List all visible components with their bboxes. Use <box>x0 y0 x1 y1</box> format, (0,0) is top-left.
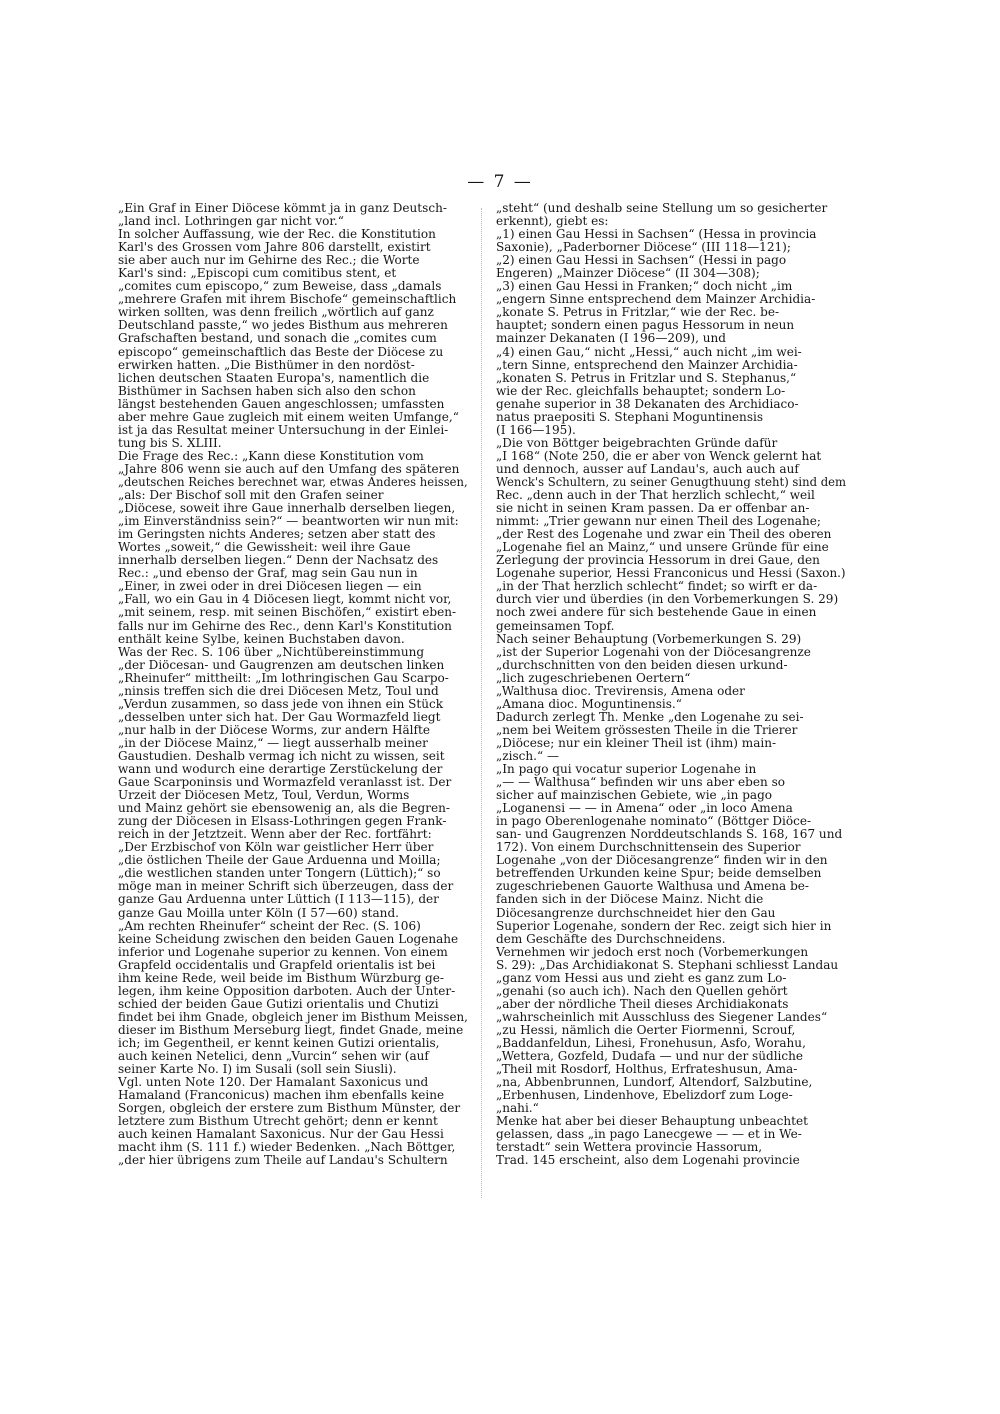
right-column-line: betreffenden Urkunden keine Spur; beide demselben <box>496 867 822 881</box>
left-column-line: Wortes „soweit,“ die Gewissheit: weil ihre Gaue <box>118 541 411 555</box>
right-column-line: „ist der Superior Logenahi von der Diöcesangrenze <box>496 645 811 659</box>
left-column-line: möge man in meiner Schrift sich überzeugen, dass der <box>118 880 454 894</box>
left-column-line: Grafschaften bestand, und sonach die „comites cum <box>118 332 437 346</box>
left-column-line: und Mainz gehört sie ebensowenig an, als die Begren- <box>118 802 450 816</box>
right-column-line: „lich zugeschriebenen Oertern“ <box>496 671 691 685</box>
left-column-line: Was der Rec. S. 106 über „Nichtübereinstimmung <box>118 645 425 659</box>
right-column-line: „Wettera, Gozfeld, Dudafa — und nur der südliche <box>496 1050 804 1064</box>
left-column-line: „Rheinufer“ mittheilt: „Im lothringischen Gau Scarpo- <box>118 671 449 685</box>
left-column-line: „Ein Graf in Einer Diöcese kömmt ja in ganz Deutsch- <box>118 202 447 215</box>
right-column-line: „durchschnitten von den beiden diesen urkund- <box>496 658 788 672</box>
left-column-line: „der hier übrigens zum Theile auf Landau's Schultern <box>118 1154 448 1168</box>
right-column-line: „zisch.“ — <box>496 749 559 763</box>
right-column-line: „konaten S. Petrus in Fritzlar und S. Stephanus,“ <box>496 371 797 385</box>
right-column-line: noch zwei andere für sich bestehende Gaue in einen <box>496 606 817 620</box>
right-column-line: mainzer Dekanaten (I 196—209), und <box>496 332 726 346</box>
right-column-line: „Erbenhusen, Lindenhove, Ebelizdorf zum Loge- <box>496 1089 793 1103</box>
left-column-line: „die westlichen standen unter Tongern (Lüttich);“ so <box>118 867 441 881</box>
right-column-line: in pago Oberenlogenahe nominato“ (Böttger Diöce- <box>496 815 812 829</box>
left-column-line: „mehrere Grafen mit ihrem Bischofe“ gemeinschaftlich <box>118 293 457 307</box>
right-column-line: „tern Sinne, entsprechend den Mainzer Archidia- <box>496 358 798 372</box>
right-column-line: „aber der nördliche Theil dieses Archidiakonats <box>496 997 789 1011</box>
left-column-line: „ninsis treffen sich die drei Diöcesen Metz, Toul und <box>118 684 439 698</box>
right-column-line: „1) einen Gau Hessi in Sachsen“ (Hessa in provincia <box>496 228 817 242</box>
right-column-line: Diöcesangrenze durchschneidet hier den Gau <box>496 906 776 920</box>
right-column-line: „3) einen Gau Hessi in Franken;“ doch nicht „im <box>496 280 793 294</box>
right-column-line: „der Rest des Logenahe und zwar ein Theil des oberen <box>496 528 832 542</box>
right-column-line: „Walthusa dioc. Trevirensis, Amena oder <box>496 684 745 698</box>
left-column-line: aber mehre Gaue zugleich mit einem weiten Umfange,“ <box>118 410 459 424</box>
left-column-line: macht ihm (S. 111 f.) wieder Bedenken. „Nach Böttger, <box>118 1141 456 1155</box>
left-column-line: Karl's des Grossen vom Jahre 806 darstellt, existirt <box>118 241 431 255</box>
left-column-line: „nur halb in der Diöcese Worms, zur andern Hälfte <box>118 723 430 737</box>
left-column-line: Die Frage des Rec.: „Kann diese Konstitution vom <box>118 449 424 463</box>
right-column-line: 172). Von einem Durchschnittensein des Superior <box>496 841 801 855</box>
right-column-line: „Amana dioc. Moguntinensis.“ <box>496 697 682 711</box>
left-column-line: enthält keine Sylbe, keinen Buchstaben davon. <box>118 632 405 646</box>
right-column-line: „in der That herzlich schlecht“ findet; so wirft er da- <box>496 580 818 594</box>
right-column-line: fanden sich in der Diöcese Mainz. Nicht die <box>496 893 764 907</box>
right-column-line: „Loganensi — — in Amena“ oder „in loco Amena <box>496 802 793 816</box>
right-column-line: gemeinsamen Topf. <box>496 619 615 633</box>
left-column-line: Gaue Scarponinsis und Wormazfeld veranlasst ist. Der <box>118 776 452 790</box>
right-column-line: „2) einen Gau Hessi in Sachsen“ (Hessi in pago <box>496 254 787 268</box>
right-column-line: (I 166—195). <box>496 423 576 437</box>
left-column-line: innerhalb derselben liegen.“ Denn der Nachsatz des <box>118 554 439 568</box>
left-column-line: im Geringsten nichts Anderes; setzen aber statt des <box>118 528 436 542</box>
left-column-line: ganze Gau Moilla unter Köln (I 57—60) stand. <box>118 906 399 920</box>
right-column-line: und dennoch, ausser auf Landau's, auch auch auf <box>496 462 799 476</box>
left-column-line: Bisthümer in Sachsen haben sich also den schon <box>118 384 416 398</box>
right-column-line: „genahi (so auch ich). Nach den Quellen gehört <box>496 984 788 998</box>
left-column-line: inferior und Logenahe superior zu kennen. Von einem <box>118 945 448 959</box>
left-column-line: „Jahre 806 wenn sie auch auf den Umfang des späteren <box>118 462 460 476</box>
right-column-line: „In pago qui vocatur superior Logenahe in <box>496 763 757 777</box>
right-column-line: erkennt), giebt es: <box>496 215 609 229</box>
left-column-line: Vgl. unten Note 120. Der Hamalant Saxonicus und <box>118 1076 429 1090</box>
left-column-line: „Diöcese, soweit ihre Gaue innerhalb derselben liegen, <box>118 502 456 516</box>
right-column-line: Logenahe „von der Diöcesangrenze“ finden wir in den <box>496 854 828 868</box>
right-column-line: „Diöcese; nur ein kleiner Theil ist (ihm) main- <box>496 736 777 750</box>
left-column-line: erwirken hatten. „Die Bisthümer in den nordöst- <box>118 358 415 372</box>
right-text-column <box>496 202 846 1167</box>
right-column-line: hauptet; sondern einen pagus Hessorum in neun <box>496 319 795 333</box>
left-column-line: Deutschland passte,“ wo jedes Bisthum aus mehreren <box>118 319 448 333</box>
left-column-line: Sorgen, obgleich der erstere zum Bisthum Münster, der <box>118 1102 461 1116</box>
left-column-line: „die östlichen Theile der Gaue Arduenna und Moilla; <box>118 854 441 868</box>
right-column-line: „steht“ (und deshalb seine Stellung um so gesicherter <box>496 202 828 215</box>
left-column-line: „Fall, wo ein Gau in 4 Diöcesen liegt, kommt nicht vor, <box>118 593 452 607</box>
right-column-line: Menke hat aber bei dieser Behauptung unbeachtet <box>496 1115 808 1129</box>
left-column-line: letztere zum Bisthum Utrecht gehört; denn er kennt <box>118 1115 438 1129</box>
right-column-line: „Logenahe fiel an Mainz,“ und unsere Gründe für eine <box>496 541 829 555</box>
right-column-line: „wahrscheinlich mit Ausschluss des Siegener Landes“ <box>496 1010 828 1024</box>
right-column-line: terstadt“ sein Wettera provincie Hassorum, <box>496 1141 763 1155</box>
right-column-line: „zu Hessi, nämlich die Oerter Fiormenni, Scrouf, <box>496 1023 796 1037</box>
right-column-line: „nem bei Weitem grössesten Theile in die Trierer <box>496 723 798 737</box>
left-column-line: episcopo“ gemeinschaftlich das Beste der Diöcese zu <box>118 345 444 359</box>
right-column-line: Logenahe superior, Hessi Franconicus und Hessi (Saxon.) <box>496 567 846 581</box>
right-column-line: Superior Logenahe, sondern der Rec. zeigt sich hier in <box>496 919 832 933</box>
left-column-line: „Einer, in zwei oder in drei Diöcesen liegen — ein <box>118 580 422 594</box>
right-column-line: Engeren) „Mainzer Diöcese“ (II 304—308); <box>496 267 760 281</box>
right-column-line: durch vier und überdies (in den Vorbemerkungen S. 29) <box>496 593 839 607</box>
left-column-line: ist ja das Resultat meiner Untersuchung in der Einlei- <box>118 423 449 437</box>
right-column-line: nimmt: „Trier gewann nur einen Theil des Logenahe; <box>496 515 821 529</box>
right-column-line: sicher auf mainzischen Gebiete, wie „in pago <box>496 789 773 803</box>
left-column-line: legen, ihm keine Opposition darboten. Auch der Unter- <box>118 984 456 998</box>
left-column-line: ich; im Gegentheil, er kennt keinen Gutizi orientalis, <box>118 1037 440 1050</box>
right-column-line: „I 168“ (Note 250, die er aber von Wenck gelernt hat <box>496 449 822 463</box>
left-column-line: sie aber auch nur im Gehirne des Rec.; die Worte <box>118 254 420 268</box>
left-column-line: dieser im Bisthum Merseburg liegt, findet Gnade, meine <box>118 1023 464 1037</box>
left-column-line: lichen deutschen Staaten Europa's, namentlich die <box>118 371 430 385</box>
left-column-line: reich in der Jetztzeit. Wenn aber der Rec. fortfährt: <box>118 828 432 842</box>
left-column-line: auch keinen Hamalant Saxonicus. Nur der Gau Hessi <box>118 1128 444 1142</box>
left-column-line: „desselben unter sich hat. Der Gau Wormazfeld liegt <box>118 710 441 724</box>
right-column-line: Zerlegung der provincia Hessorum in drei Gaue, den <box>496 554 820 568</box>
left-column-line: wirken sollten, was denn freilich „wörtlich auf ganz <box>118 306 434 320</box>
right-column-line: „konate S. Petrus in Fritzlar,“ wie der Rec. be- <box>496 306 780 320</box>
right-column-line: „— — Walthusa“ befinden wir uns aber eben so <box>496 776 786 790</box>
left-column-line: Hamaland (Franconicus) machen ihm ebenfalls keine <box>118 1089 445 1103</box>
right-column-line: S. 29): „Das Archidiakonat S. Stephani schliesst Landau <box>496 958 839 972</box>
left-column-line: schied der beiden Gaue Gutizi orientalis und Chutizi <box>118 997 439 1011</box>
column-divider <box>481 208 482 1198</box>
right-column-line: dem Geschäfte des Durchschneidens. <box>496 932 726 946</box>
left-column-line: „deutschen Reiches berechnet war, etwas Anderes heissen, <box>118 475 468 489</box>
left-column-line: „Verdun zusammen, so dass jede von ihnen ein Stück <box>118 697 444 711</box>
right-column-line: „4) einen Gau,“ nicht „Hessi,“ auch nicht „im wei- <box>496 345 802 359</box>
right-column-line: genahe superior in 38 Dekanaten des Archidiaco- <box>496 397 799 411</box>
right-column-line: sie nicht in seinen Kram passen. Da er offenbar an- <box>496 502 810 516</box>
left-column-line: Gaustudien. Deshalb vermag ich nicht zu wissen, seit <box>118 749 445 763</box>
right-column-line: Dadurch zerlegt Th. Menke „den Logenahe zu sei- <box>496 710 804 724</box>
right-column-line: Trad. 145 erscheint, also dem Logenahi provincie <box>496 1154 800 1168</box>
page-number: — 7 — <box>467 172 533 192</box>
left-column-line: „in der Diöcese Mainz,“ — liegt ausserhalb meiner <box>118 736 428 750</box>
right-column-line: „Theil mit Rosdorf, Holthus, Erfrateshusun, Ama- <box>496 1063 798 1077</box>
left-column-line: auch keinen Netelici, denn „Vurcin“ sehen wir (auf <box>118 1050 429 1064</box>
right-column-line: Rec. „denn auch in der That herzlich schlecht,“ weil <box>496 489 815 503</box>
right-column-line: „engern Sinne entsprechend dem Mainzer Archidia- <box>496 293 816 307</box>
left-column-line: keine Scheidung zwischen den beiden Gauen Logenahe <box>118 932 459 946</box>
right-column-line: Vernehmen wir jedoch erst noch (Vorbemerkungen <box>496 945 809 959</box>
right-column-line: „na, Abbenbrunnen, Lundorf, Altendorf, Salzbutine, <box>496 1076 813 1090</box>
left-column-line: Karl's sind: „Episcopi cum comitibus stent, et <box>118 267 397 281</box>
left-column-line: Rec.: „und ebenso der Graf, mag sein Gau nun in <box>118 567 418 581</box>
left-column-line: ganze Gau Arduenna unter Lüttich (I 113—115), der <box>118 893 439 907</box>
left-column-line: „comites cum episcopo,“ zum Beweise, dass „damals <box>118 280 442 294</box>
right-column-line: zugeschriebenen Gauorte Walthusa und Amena be- <box>496 880 809 894</box>
left-column-line: Grapfeld occidentalis und Grapfeld orientalis ist bei <box>118 958 436 972</box>
left-text-column <box>118 202 468 1167</box>
left-column-line: „als: Der Bischof soll mit den Grafen seiner <box>118 489 384 503</box>
left-column-line: falls nur im Gehirne des Rec., denn Karl's Konstitution <box>118 619 452 633</box>
right-column-line: Nach seiner Behauptung (Vorbemerkungen S. 29) <box>496 632 802 646</box>
right-column-line: san- und Gaugrenzen Norddeutschlands S. 168, 167 und <box>496 828 843 842</box>
left-column-line: tung bis S. XLIII. <box>118 436 222 450</box>
right-column-line: „nahi.“ <box>496 1102 539 1116</box>
left-column-line: seiner Karte No. I) im Susali (soll sein Siusli). <box>118 1063 397 1077</box>
right-column-line: „Baddanfeldun, Lihesi, Fronehusun, Asfo, Worahu, <box>496 1037 806 1050</box>
right-column-line: natus praepositi S. Stephani Moguntinensis <box>496 410 764 424</box>
left-column-line: „land incl. Lothringen gar nicht vor.“ <box>118 215 344 229</box>
left-column-line: „Am rechten Rheinufer“ scheint der Rec. (S. 106) <box>118 919 421 933</box>
left-column-line: findet bei ihm Gnade, obgleich jener im Bisthum Meissen, <box>118 1010 468 1024</box>
right-column-line: Wenck's Schultern, zu seiner Genugthuung steht) sind dem <box>496 475 846 489</box>
right-column-line: Saxonie), „Paderborner Diöcese“ (III 118—121); <box>496 241 791 255</box>
left-column-line: Urzeit der Diöcesen Metz, Toul, Verdun, Worms <box>118 789 410 803</box>
left-column-line: „im Einverständniss sein?“ — beantworten wir nun mit: <box>118 515 459 529</box>
left-column-line: „Der Erzbischof von Köln war geistlicher Herr über <box>118 841 434 855</box>
right-column-line: gelassen, dass „in pago Lanecgewe — — et in We- <box>496 1128 802 1142</box>
left-column-line: „der Diöcesan- und Gaugrenzen am deutschen linken <box>118 658 445 672</box>
right-column-line: „ganz vom Hessi aus und zieht es ganz zum Lo- <box>496 971 787 985</box>
right-column-line: „Die von Böttger beigebrachten Gründe dafür <box>496 436 778 450</box>
left-column-line: „mit seinem, resp. mit seinen Bischöfen,“ existirt eben- <box>118 606 457 620</box>
left-column-line: In solcher Auffassung, wie der Rec. die Konstitution <box>118 228 436 242</box>
right-column-line: wie der Rec. gleichfalls behauptet; sondern Lo- <box>496 384 786 398</box>
left-column-line: längst bestehenden Gauen angeschlossen; umfassten <box>118 397 445 411</box>
left-column-line: wann und wodurch eine derartige Zerstückelung der <box>118 763 443 777</box>
left-column-line: ihm keine Rede, weil beide im Bisthum Würzburg ge- <box>118 971 444 985</box>
left-column-line: zung der Diöcesen in Elsass-Lothringen gegen Frank- <box>118 815 447 829</box>
